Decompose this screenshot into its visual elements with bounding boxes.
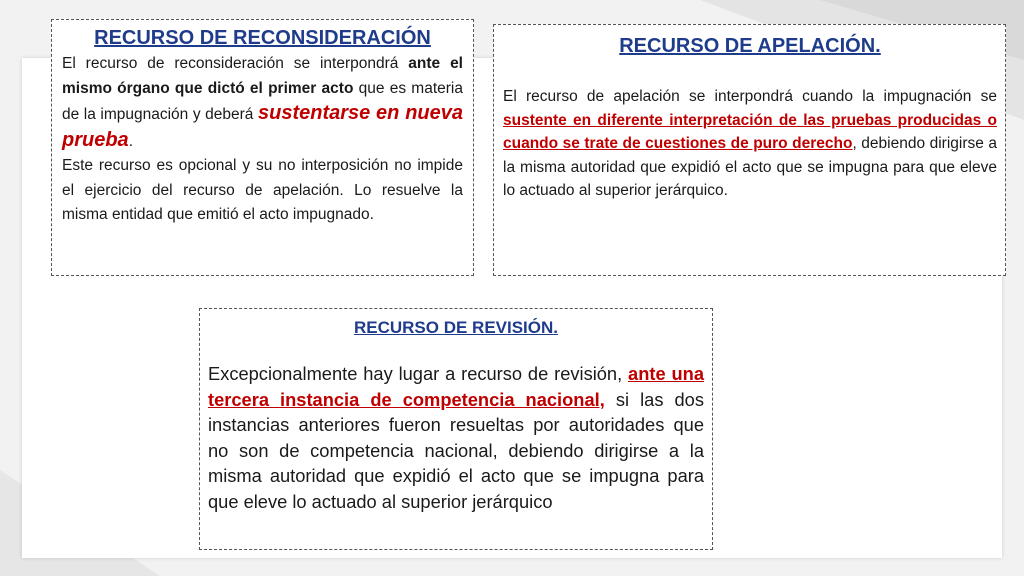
text-segment: , debiendo dirigirse a la misma autoridad que expidió el acto que se impugna para que eleve lo actuado al superior jerárquico. (503, 135, 997, 199)
reconsideracion-card (51, 19, 474, 276)
text-segment: si las dos instancias anteriores fueron resueltas por autoridades que no son de competencia nacional, debiendo dirigirse a la misma autoridad que expidió el acto que se impugna para que eleve lo actuado al superior jerárquico (208, 388, 704, 512)
highlight-tercera-instancia: ante una tercera instancia de competencia nacional, (208, 363, 704, 410)
apelacion-card (493, 24, 1006, 276)
text-segment: Excepcionalmente hay lugar a recurso de revisión, (208, 363, 629, 384)
revision-card (199, 308, 713, 550)
text-segment: que es materia de la impugnación y deberá (62, 79, 463, 123)
revision-title-text: RECURSO DE REVISIÓN (353, 318, 554, 337)
text-segment: El recurso de reconsideración se interpondrá (62, 55, 409, 72)
text-emphasis: ante el mismo órgano que dictó el primer acto (62, 55, 463, 97)
text-segment: . (128, 132, 133, 150)
reconsideracion-paragraph-2: Este recurso es opcional y su no interposición no impide el ejercicio del recurso de apelación. Lo resuelve la misma entidad que emitió el acto impugnado. (62, 157, 463, 223)
revision-title-dot: . (553, 318, 559, 337)
reconsideracion-title: RECURSO DE RECONSIDERACIÓN (94, 27, 431, 49)
apelacion-title: RECURSO DE APELACIÓN. (619, 35, 881, 57)
apelacion-paragraph (503, 85, 997, 203)
highlight-sustentarse: sustentarse en nueva prueba (62, 102, 464, 151)
highlight-interpretacion: sustente en diferente interpretación de las pruebas producidas o cuando se trate de cuestiones de puro derecho (503, 111, 997, 152)
text-segment: El recurso de apelación se interpondrá cuando la impugnación se (503, 88, 997, 105)
revision-paragraph (208, 361, 704, 515)
revision-title (208, 317, 704, 339)
reconsideracion-paragraph-1 (62, 52, 463, 154)
